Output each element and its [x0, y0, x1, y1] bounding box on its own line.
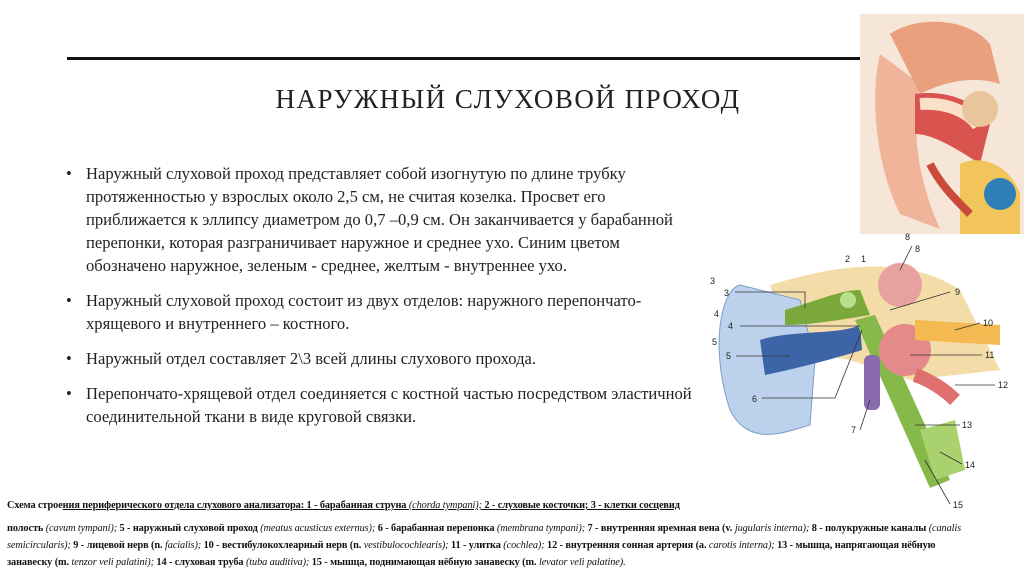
label-3: 3	[710, 276, 716, 286]
caption-text: (cavum tympani);	[45, 523, 118, 534]
caption-text: 6 - барабанная перепонка	[375, 523, 497, 534]
caption-text: ния периферического отдела слухового анализатора	[62, 500, 301, 511]
bullet-text: Наружный отдел составляет 2\3 всей длины слухового прохода.	[86, 349, 537, 368]
caption-text: 11 - улитка	[448, 540, 504, 551]
caption-text: carotis interna);	[708, 540, 775, 551]
label-2: 2	[845, 254, 851, 264]
caption-text: 5 - наружный слуховой проход	[117, 523, 261, 534]
caption-text: 9 - лицевой нерв (n.	[70, 540, 165, 551]
ear-anatomy-photo	[860, 14, 1024, 234]
caption-text: 15 - мышца, поднимающая нёбную занавеску (m.	[309, 557, 539, 568]
caption-line-4	[7, 557, 626, 568]
label-1: 1	[861, 254, 867, 264]
caption-text: vestibulocochlearis);	[363, 540, 449, 551]
caption-text: levator veli palatine).	[538, 557, 626, 568]
caption-text: 10 - вестибулокохлеарный нерв (n.	[201, 540, 364, 551]
bullet-text: Перепончато-хрящевой отдел соединяется с костной частью посредством эластичной соединительной ткани в виде круговой связки.	[86, 384, 692, 426]
caption-text: facialis);	[164, 540, 202, 551]
caption-line-2	[7, 523, 961, 534]
label-3b: 3	[724, 288, 730, 298]
caption-text: (meatus acusticus externus);	[260, 523, 376, 534]
bullet-list	[62, 162, 702, 440]
caption-text: tenzor veli palatini);	[71, 557, 154, 568]
label-11: 11	[985, 350, 995, 360]
title-rule	[67, 57, 872, 60]
ear-structure-diagram	[700, 230, 1024, 510]
caption-text: (chorda tympani);	[408, 500, 482, 511]
label-5b: 5	[726, 351, 732, 361]
caption-text: 7 - внутренняя яремная вена (v.	[585, 523, 735, 534]
bullet-item	[62, 382, 702, 428]
bullet-item	[62, 347, 702, 370]
label-15: 15	[953, 500, 964, 510]
caption-text: jugularis interna);	[734, 523, 810, 534]
caption-text: 12 - внутренняя сонная артерия (a.	[544, 540, 709, 551]
caption-text: 8 - полукружные каналы	[809, 523, 929, 534]
caption-text: Схема строе	[7, 500, 63, 511]
label-5: 5	[712, 337, 718, 347]
caption-text: (tuba auditiva);	[245, 557, 310, 568]
label-4b: 4	[728, 321, 734, 331]
label-6: 6	[752, 394, 758, 404]
label-14: 14	[965, 460, 976, 470]
slide-title: НАРУЖНЫЙ СЛУХОВОЙ ПРОХОД	[275, 84, 741, 114]
caption-line-3	[7, 540, 935, 551]
caption-text: : 1 - барабанная струна	[300, 500, 409, 511]
bullet-text: Наружный слуховой проход представляет собой изогнутую по длине трубку протяженностью у взрослых около 2,5 см, не считая козелка. Просвет его приближается к эллипсу диаметром до 0,7 –0,9 см. Он заканчивается у барабанной перепонки, которая разграничивает наружное и среднее ухо. Синим цветом обозначено наружное, зеленым - среднее, желтым - внутреннее ухо.	[86, 164, 673, 275]
caption-text: 2 - слуховые косточки; 3 - клетки сосцевид	[481, 500, 680, 511]
label-10: 10	[983, 318, 994, 328]
label-13: 13	[962, 420, 973, 430]
bullet-marker: •	[66, 384, 72, 403]
caption-line-1	[7, 500, 680, 511]
bullet-item	[62, 162, 702, 277]
bullet-marker: •	[66, 291, 72, 310]
label-4: 4	[714, 309, 720, 319]
label-7: 7	[851, 425, 857, 435]
caption-text: 14 - слуховая труба	[153, 557, 246, 568]
caption-text: полость	[7, 523, 46, 534]
caption-text: (membrana tympani);	[496, 523, 586, 534]
caption-text: semicircularis);	[7, 540, 71, 551]
label-8: 8	[905, 232, 911, 242]
caption-text: (cochlea);	[503, 540, 545, 551]
label-8b: 8	[915, 244, 921, 254]
caption-text: 13 - мышца, напрягающая нёбную	[774, 540, 936, 551]
bullet-item	[62, 289, 702, 335]
caption-text: (canalis	[928, 523, 962, 534]
bullet-text: Наружный слуховой проход состоит из двух отделов: наружного перепончато-хрящевого и внутреннего – костного.	[86, 291, 642, 333]
bullet-marker: •	[66, 349, 72, 368]
bullet-marker: •	[66, 164, 72, 183]
caption-text: занавеску (m.	[7, 557, 72, 568]
label-12: 12	[998, 380, 1009, 390]
label-9: 9	[955, 287, 961, 297]
